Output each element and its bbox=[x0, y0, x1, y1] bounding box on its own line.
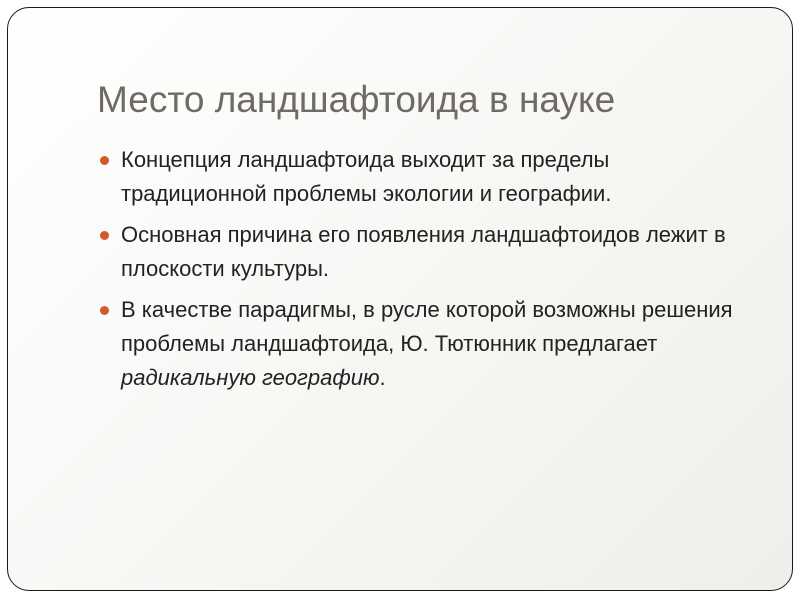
bullet-text-end: . bbox=[379, 365, 386, 390]
bullet-item bbox=[100, 293, 750, 395]
slide-frame bbox=[7, 7, 793, 591]
bullet-dot-icon bbox=[100, 231, 109, 240]
slide-title: Место ландшафтоида в науке bbox=[97, 79, 616, 120]
bullet-dot-icon bbox=[100, 156, 109, 165]
bullet-list bbox=[100, 143, 750, 402]
bullet-item bbox=[100, 218, 750, 286]
bullet-text: Концепция ландшафтоида выходит за пределы традиционной проблемы экологии и географии. bbox=[121, 147, 612, 206]
bullet-dot-icon bbox=[100, 306, 109, 315]
bullet-emphasis-text: радикальную географию bbox=[121, 365, 380, 390]
bullet-item bbox=[100, 143, 750, 211]
bullet-text: Основная причина его появления ландшафтоидов лежит в плоскости культуры. bbox=[121, 222, 726, 281]
bullet-text: В качестве парадигмы, в русле которой возможны решения проблемы ландшафтоида, Ю. Тютюнник предлагает bbox=[121, 297, 733, 356]
